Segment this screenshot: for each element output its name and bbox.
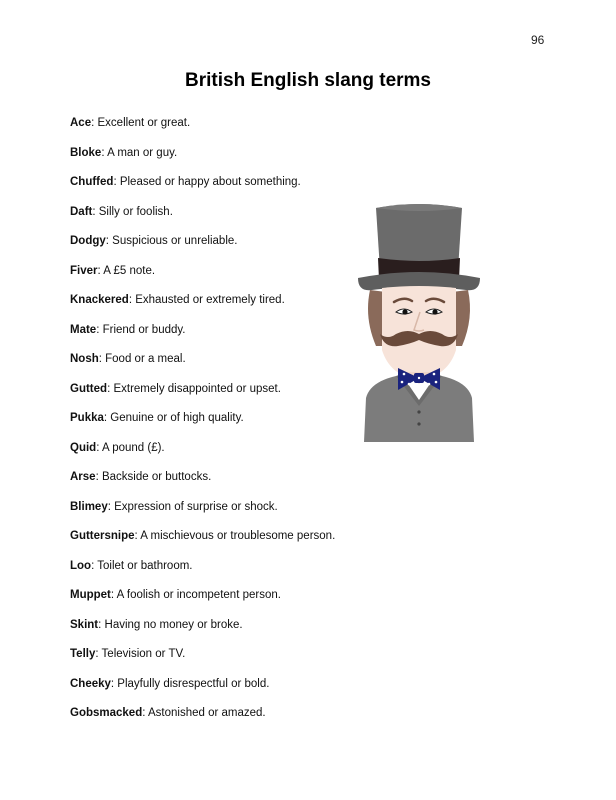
term-word: Knackered (70, 294, 129, 306)
term-definition: : Toilet or bathroom. (91, 559, 193, 572)
term-word: Loo (70, 559, 92, 572)
term-definition: : Food or a meal. (98, 353, 186, 365)
term-definition: : A pound (£). (96, 441, 165, 454)
term-item (70, 411, 335, 441)
term-item (70, 116, 335, 146)
term-item (70, 175, 335, 205)
term-item (70, 470, 335, 500)
term-item (70, 441, 335, 471)
term-word: Quid (70, 441, 97, 454)
term-item (70, 647, 335, 677)
face (382, 286, 456, 380)
term-item (70, 352, 335, 382)
top-hat-gentleman-icon (356, 200, 482, 442)
term-item (70, 382, 335, 412)
term-item (70, 588, 335, 618)
term-item (70, 293, 335, 323)
term-definition: : Suspicious or unreliable. (105, 235, 238, 247)
page-title: British English slang terms (185, 70, 431, 91)
term-word: Bloke (70, 146, 102, 159)
term-word: Daft (70, 205, 93, 218)
term-word: Guttersnipe (70, 530, 135, 542)
term-item (70, 677, 335, 707)
term-definition: : Expression of surprise or shock. (107, 500, 278, 513)
term-item (70, 264, 335, 294)
term-item (70, 529, 335, 559)
term-item (70, 706, 335, 736)
term-item (70, 234, 335, 264)
slang-term-list (70, 116, 335, 736)
term-word: Muppet (70, 589, 111, 601)
term-word: Pukka (70, 412, 104, 424)
term-definition: : Television or TV. (95, 648, 186, 660)
term-word: Gobsmacked (70, 707, 143, 719)
term-definition: : Having no money or broke. (98, 618, 243, 631)
term-definition: : Extremely disappointed or upset. (107, 382, 281, 395)
term-definition: : Backside or buttocks. (95, 471, 212, 483)
term-item (70, 146, 335, 176)
page-number: 96 (531, 33, 545, 47)
term-definition: : A £5 note. (97, 264, 156, 277)
term-word: Fiver (70, 264, 98, 277)
term-definition: : Exhausted or extremely tired. (128, 294, 285, 306)
term-definition: : Pleased or happy about something. (113, 176, 301, 188)
term-definition: : Astonished or amazed. (142, 707, 266, 719)
term-definition: : Friend or buddy. (96, 323, 186, 336)
term-definition: : A mischievous or troublesome person. (134, 530, 336, 542)
term-word: Arse (70, 471, 96, 483)
term-word: Nosh (70, 353, 99, 365)
term-word: Cheeky (70, 677, 111, 690)
term-item (70, 500, 335, 530)
term-definition: : Silly or foolish. (92, 205, 173, 218)
term-item (70, 323, 335, 353)
term-definition: : Genuine or of high quality. (103, 412, 244, 424)
term-item (70, 618, 335, 648)
term-word: Telly (70, 648, 96, 660)
term-definition: : Playfully disrespectful or bold. (110, 677, 270, 690)
term-word: Gutted (70, 382, 108, 395)
term-item (70, 559, 335, 589)
term-word: Ace (70, 117, 92, 129)
term-definition: : A man or guy. (101, 146, 178, 159)
term-item (70, 205, 335, 235)
term-word: Mate (70, 323, 97, 336)
term-word: Skint (70, 618, 99, 631)
term-word: Chuffed (70, 176, 114, 188)
term-word: Dodgy (70, 235, 106, 247)
term-definition: : Excellent or great. (91, 117, 191, 129)
term-word: Blimey (70, 500, 108, 513)
term-definition: : A foolish or incompetent person. (110, 589, 281, 601)
